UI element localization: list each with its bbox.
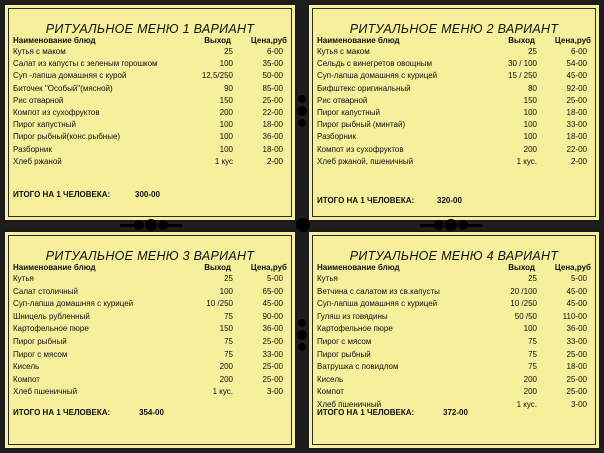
- item-portion: 100: [219, 286, 233, 296]
- item-name: Кутья: [13, 274, 34, 283]
- total-value: 372-00: [443, 408, 468, 417]
- item-portion: 100: [523, 132, 537, 142]
- menu-item-row: [317, 298, 591, 311]
- menu-total: [13, 190, 160, 199]
- total-value: 320-00: [437, 196, 462, 205]
- item-name: Суп -лапша домашняя с курой: [13, 71, 127, 81]
- menu-item-row: [317, 349, 591, 362]
- total-label: ИТОГО НА 1 ЧЕЛОВЕКА:: [317, 196, 415, 205]
- item-portion: 1 кус.: [516, 399, 537, 409]
- total-label: ИТОГО НА 1 ЧЕЛОВЕКА:: [317, 408, 415, 417]
- menu-title: РИТУАЛЬНОЕ МЕНЮ 4 ВАРИАНТ: [349, 249, 559, 263]
- item-portion: 1 кус.: [516, 156, 537, 166]
- item-name: Салат столичный: [13, 286, 78, 296]
- item-name: Ватрушка с повидлом: [317, 362, 399, 372]
- item-name: Пирог с мясом: [13, 349, 68, 359]
- item-price: 50-00: [262, 71, 283, 81]
- item-price: 25-00: [262, 362, 283, 372]
- item-portion: 75: [224, 336, 233, 346]
- item-portion: 80: [528, 83, 537, 93]
- item-price: 18-00: [262, 120, 283, 130]
- item-price: 90-00: [262, 311, 283, 321]
- menu-panel-4: [307, 230, 601, 450]
- item-price: 6-00: [570, 47, 587, 56]
- item-name: Биточек "Особый"(мясной): [13, 83, 113, 93]
- item-name: Компот: [13, 374, 40, 384]
- menu-item-row: [317, 374, 591, 387]
- item-portion: 200: [219, 362, 233, 372]
- header-out: Выход: [204, 263, 231, 272]
- menu-item-row: [13, 58, 287, 70]
- item-price: 3-00: [266, 387, 283, 397]
- menu-item-row: [317, 58, 591, 70]
- ornament-dot: [434, 220, 444, 230]
- item-name: Разборник: [317, 132, 356, 142]
- item-portion: 150: [523, 95, 537, 105]
- item-price: 35-00: [262, 59, 283, 69]
- item-price: 85-00: [262, 83, 283, 93]
- item-portion: 25: [224, 274, 233, 283]
- menu-panel-2: [307, 3, 601, 222]
- item-price: 45-00: [262, 299, 283, 309]
- menu-item-row: [13, 95, 287, 107]
- item-portion: 75: [224, 349, 233, 359]
- item-price: 25-00: [262, 95, 283, 105]
- ornament-dot: [298, 343, 306, 351]
- item-portion: 100: [523, 107, 537, 117]
- item-portion: 100: [523, 324, 537, 334]
- item-portion: 10 /250: [206, 299, 233, 309]
- item-price: 22-00: [262, 107, 283, 117]
- item-portion: 15 / 250: [508, 71, 537, 81]
- item-price: 18-00: [566, 132, 587, 142]
- menu-item-row: [13, 273, 287, 286]
- item-portion: 75: [528, 349, 537, 359]
- menu-item-row: [13, 46, 287, 58]
- item-name: Пирог капустный: [317, 107, 380, 117]
- ornament-dot: [298, 119, 306, 127]
- header-out: Выход: [508, 36, 535, 45]
- ornament-bar-right: [168, 224, 182, 227]
- item-name: Кутья: [317, 274, 338, 283]
- item-name: Компот из сухофруктов: [317, 144, 404, 154]
- item-price: 6-00: [266, 47, 283, 56]
- menu-item-row: [13, 107, 287, 119]
- header-price: Цена,руб: [554, 36, 591, 45]
- item-portion: 10 /250: [510, 299, 537, 309]
- item-name: Кисель: [317, 374, 344, 384]
- menu-rows: [13, 273, 287, 399]
- menu-item-row: [13, 144, 287, 156]
- item-price: 18-00: [566, 107, 587, 117]
- item-price: 36-00: [262, 132, 283, 142]
- menu-item-row: [13, 349, 287, 362]
- menu-title: РИТУАЛЬНОЕ МЕНЮ 3 ВАРИАНТ: [45, 249, 255, 263]
- item-price: 2-00: [266, 156, 283, 166]
- item-portion: 25: [528, 274, 537, 283]
- item-portion: 50 /50: [514, 311, 537, 321]
- item-price: 45-00: [566, 286, 587, 296]
- item-name: Рис отварной: [13, 95, 64, 105]
- item-portion: 150: [219, 324, 233, 334]
- item-price: 25-00: [566, 349, 587, 359]
- menu-item-row: [317, 107, 591, 119]
- menu-item-row: [13, 70, 287, 82]
- item-name: Хлеб пшеничный: [13, 387, 78, 397]
- item-name: Компот из сухофруктов: [13, 107, 100, 117]
- item-price: 5-00: [266, 274, 283, 283]
- item-price: 18-00: [262, 144, 283, 154]
- item-portion: 1 кус.: [212, 387, 233, 397]
- item-name: Хлеб ржаной: [13, 156, 62, 166]
- item-portion: 200: [219, 107, 233, 117]
- item-price: 5-00: [570, 274, 587, 283]
- ornament-dot: [297, 106, 307, 116]
- ornament-dot: [134, 220, 144, 230]
- item-price: 18-00: [566, 362, 587, 372]
- item-name: Пирог рыбный: [317, 349, 371, 359]
- ornament-bar-left: [120, 224, 134, 227]
- item-name: Компот: [317, 387, 344, 397]
- menu-title: РИТУАЛЬНОЕ МЕНЮ 2 ВАРИАНТ: [349, 22, 559, 36]
- item-name: Гуляш из говядины: [317, 311, 388, 321]
- item-portion: 200: [219, 374, 233, 384]
- menu-item-row: [13, 83, 287, 95]
- item-name: Пирог с мясом: [317, 336, 372, 346]
- menu-header: [13, 262, 287, 273]
- menu-item-row: [13, 374, 287, 387]
- item-portion: 12,5/250: [201, 71, 233, 81]
- item-name: Картофельное пюре: [13, 324, 89, 334]
- menu-total: [13, 408, 164, 417]
- item-portion: 200: [523, 374, 537, 384]
- header-out: Выход: [508, 263, 535, 272]
- menu-item-row: [317, 144, 591, 156]
- menu-item-row: [13, 311, 287, 324]
- menu-item-row: [317, 336, 591, 349]
- item-name: Кутья с маком: [317, 47, 370, 56]
- menu-header: [317, 262, 591, 273]
- item-price: 25-00: [566, 95, 587, 105]
- item-portion: 100: [219, 144, 233, 154]
- total-value: 354-00: [139, 408, 164, 417]
- ornament-dot: [458, 220, 468, 230]
- menu-panel-3: [3, 230, 297, 450]
- item-portion: 100: [219, 59, 233, 69]
- item-price: 25-00: [566, 387, 587, 397]
- ornament-dot: [297, 330, 307, 340]
- item-price: 25-00: [262, 336, 283, 346]
- menu-total: [317, 196, 462, 205]
- ornament-dot: [298, 95, 306, 103]
- menu-item-row: [13, 131, 287, 143]
- item-portion: 25: [224, 47, 233, 56]
- item-portion: 100: [219, 132, 233, 142]
- item-name: Суп-лапша домашняя с курицей: [13, 299, 134, 309]
- item-name: Пирог капустный: [13, 120, 76, 130]
- ornament-dot: [296, 218, 310, 232]
- item-portion: 1 кус: [214, 156, 233, 166]
- header-price: Цена,руб: [554, 263, 591, 272]
- ornament-dot: [158, 220, 168, 230]
- item-price: 45-00: [566, 299, 587, 309]
- menu-item-row: [317, 119, 591, 131]
- header-out: Выход: [204, 36, 231, 45]
- item-name: Хлеб ржаной, пшеничный: [317, 156, 414, 166]
- item-portion: 20 /100: [510, 286, 537, 296]
- menu-item-row: [13, 298, 287, 311]
- ornament-bar-right: [468, 224, 482, 227]
- menu-item-row: [317, 70, 591, 82]
- item-portion: 75: [528, 362, 537, 372]
- ornament-dot: [145, 219, 157, 231]
- menu-rows: [317, 273, 591, 412]
- item-price: 65-00: [262, 286, 283, 296]
- item-price: 54-00: [566, 59, 587, 69]
- item-price: 33-00: [566, 336, 587, 346]
- item-price: 110-00: [562, 311, 587, 321]
- item-name: Пирог рыбный (минтай): [317, 120, 406, 130]
- menu-item-row: [317, 361, 591, 374]
- item-price: 33-00: [262, 349, 283, 359]
- item-name: Шницель рубленный: [13, 311, 90, 321]
- item-name: Пирог рыбный(конс.рыбные): [13, 132, 121, 142]
- menu-item-row: [317, 286, 591, 299]
- menu-header: [13, 35, 287, 46]
- menu-item-row: [317, 386, 591, 399]
- item-name: Рис отварной: [317, 95, 368, 105]
- item-portion: 30 / 100: [508, 59, 537, 69]
- item-name: Ветчина с салатом из св.капусты: [317, 286, 440, 296]
- header-name: Наименование блюд: [13, 263, 96, 272]
- item-portion: 100: [219, 120, 233, 130]
- header-price: Цена,руб: [250, 36, 287, 45]
- menu-item-row: [317, 273, 591, 286]
- menu-item-row: [13, 323, 287, 336]
- item-portion: 25: [528, 47, 537, 56]
- item-price: 25-00: [566, 374, 587, 384]
- menu-title: РИТУАЛЬНОЕ МЕНЮ 1 ВАРИАНТ: [45, 22, 255, 36]
- menu-item-row: [317, 131, 591, 143]
- item-name: Пирог рыбный: [13, 336, 67, 346]
- ornament-bar-left: [420, 224, 434, 227]
- menu-item-row: [13, 336, 287, 349]
- item-price: 33-00: [566, 120, 587, 130]
- item-price: 22-00: [566, 144, 587, 154]
- menu-item-row: [317, 156, 591, 168]
- menu-panel-1: [3, 3, 297, 222]
- item-portion: 200: [523, 387, 537, 397]
- item-name: Кутья с маком: [13, 47, 66, 56]
- item-price: 36-00: [262, 324, 283, 334]
- item-price: 3-00: [570, 399, 587, 409]
- menu-rows: [317, 46, 591, 168]
- menu-item-row: [317, 46, 591, 58]
- total-label: ИТОГО НА 1 ЧЕЛОВЕКА:: [13, 190, 111, 199]
- header-price: Цена,руб: [250, 263, 287, 272]
- item-name: Сельдь с винегретов овощным: [317, 59, 433, 69]
- ornament-dot: [298, 319, 306, 327]
- header-name: Наименование блюд: [317, 36, 400, 45]
- item-name: Суп-лапша домашняя с курицей: [317, 71, 438, 81]
- item-name: Салат из капусты с зеленым горошком: [13, 59, 158, 69]
- menu-item-row: [13, 361, 287, 374]
- item-name: Кисель: [13, 362, 40, 372]
- item-portion: 75: [528, 336, 537, 346]
- menu-item-row: [13, 119, 287, 131]
- menu-item-row: [317, 83, 591, 95]
- item-portion: 90: [224, 83, 233, 93]
- menu-item-row: [317, 311, 591, 324]
- menu-header: [317, 35, 591, 46]
- item-portion: 100: [523, 120, 537, 130]
- item-name: Хлеб пшеничный: [317, 399, 382, 409]
- item-price: 92-00: [566, 83, 587, 93]
- menu-item-row: [317, 323, 591, 336]
- menu-rows: [13, 46, 287, 168]
- menu-item-row: [13, 286, 287, 299]
- total-label: ИТОГО НА 1 ЧЕЛОВЕКА:: [13, 408, 111, 417]
- menu-item-row: [317, 95, 591, 107]
- menu-item-row: [13, 156, 287, 168]
- item-price: 45-00: [566, 71, 587, 81]
- item-portion: 150: [219, 95, 233, 105]
- item-name: Картофельное пюре: [317, 324, 393, 334]
- header-name: Наименование блюд: [13, 36, 96, 45]
- item-price: 2-00: [570, 156, 587, 166]
- item-price: 36-00: [566, 324, 587, 334]
- header-name: Наименование блюд: [317, 263, 400, 272]
- item-portion: 200: [523, 144, 537, 154]
- total-value: 300-00: [135, 190, 160, 199]
- item-portion: 75: [224, 311, 233, 321]
- item-price: 25-00: [262, 374, 283, 384]
- item-name: Бифштекс оригинальный: [317, 83, 411, 93]
- ornament-dot: [445, 219, 457, 231]
- item-name: Разборник: [13, 144, 52, 154]
- item-name: Суп-лапша домашняя с курицей: [317, 299, 438, 309]
- menu-item-row: [13, 386, 287, 399]
- menu-total: [317, 408, 468, 417]
